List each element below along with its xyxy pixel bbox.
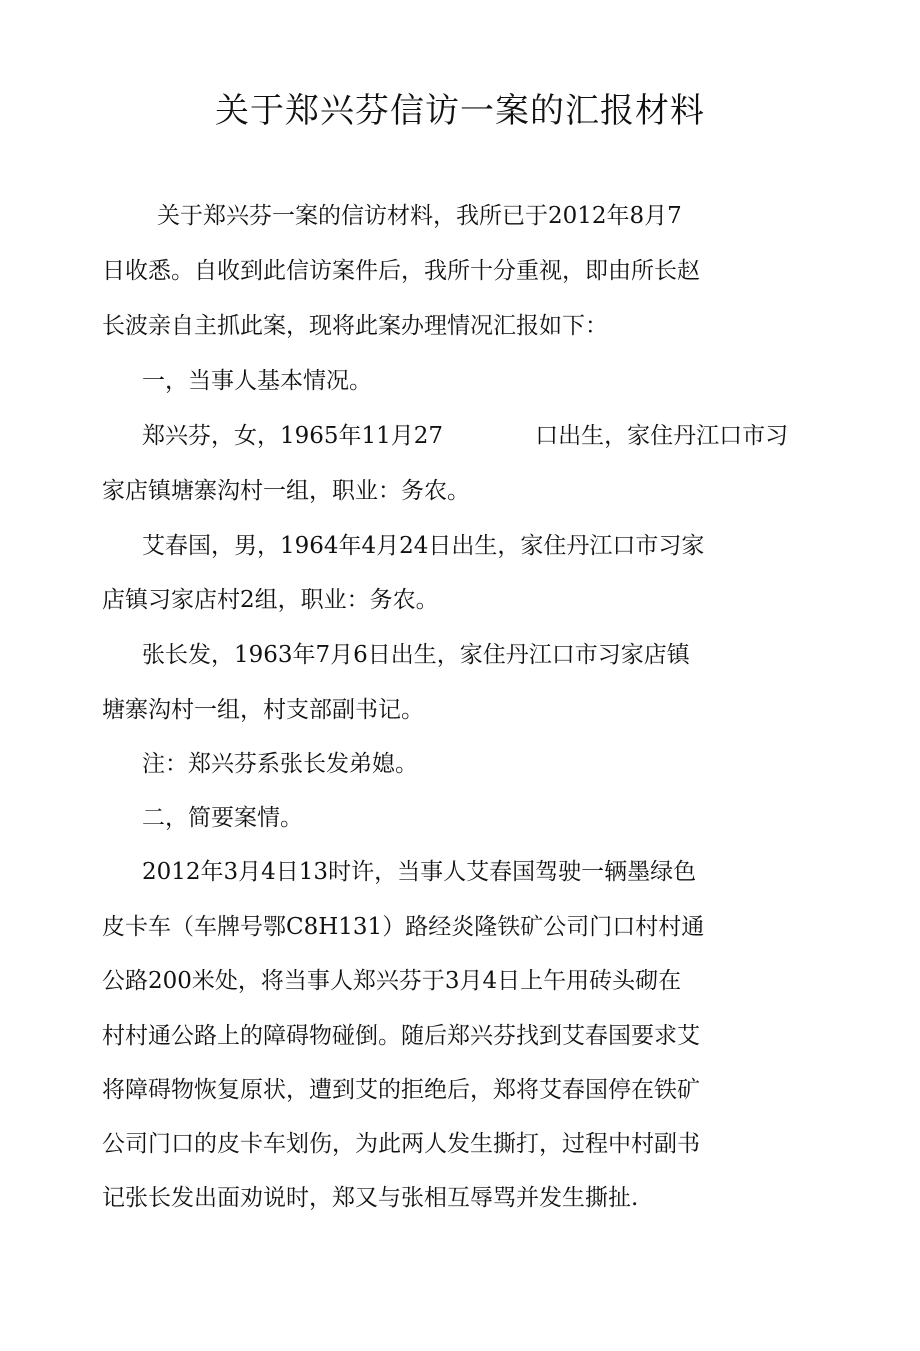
section-heading: 一，当事人基本情况。 xyxy=(142,368,372,394)
text-line: 村村通公路上的障碍物碰倒。随后郑兴芬找到艾春国要求艾 xyxy=(102,1023,700,1049)
text-line: 将障碍物恢复原状，遭到艾的拒绝后，郑将艾春国停在铁矿 xyxy=(102,1077,700,1103)
text-line: 皮卡车（车牌号鄂C8H131）路经炎隆铁矿公司门口村村通 xyxy=(102,914,705,940)
text-line: 家店镇塘寨沟村一组，职业：务农。 xyxy=(102,478,470,504)
text-line: 艾春国，男，1964年4月24日出生，家住丹江口市习家 xyxy=(142,533,705,559)
text-line: 日收悉。自收到此信访案件后，我所十分重视，即由所长赵 xyxy=(102,258,700,284)
text-line: 店镇习家店村2组，职业：务农。 xyxy=(102,587,439,613)
text-segment: 郑兴芬，女，1965年11月27 xyxy=(142,423,444,449)
text-line: 记张长发出面劝说时，郑又与张相互辱骂并发生撕扯. xyxy=(102,1185,639,1211)
text-line: 注：郑兴芬系张长发弟媳。 xyxy=(142,751,418,777)
text-line: 长波亲自主抓此案，现将此案办理情况汇报如下： xyxy=(102,313,608,339)
text-line: 张长发，1963年7月6日出生，家住丹江口市习家店镇 xyxy=(142,642,690,668)
text-line: 塘寨沟村一组，村支部副书记。 xyxy=(102,697,424,723)
text-line: 公司门口的皮卡车划伤，为此两人发生撕打，过程中村副书 xyxy=(102,1131,700,1157)
text-line: 2012年3月4日13时许，当事人艾春国驾驶一辆墨绿色 xyxy=(142,859,697,885)
document-title: 关于郑兴芬信访一案的汇报材料 xyxy=(215,91,705,131)
section-heading: 二，简要案情。 xyxy=(142,805,303,831)
text-line xyxy=(142,420,788,452)
text-line: 公路200米处，将当事人郑兴芬于3月4日上午用砖头砌在 xyxy=(102,968,682,994)
text-line: 关于郑兴芬一案的信访材料，我所已于2012年8月7 xyxy=(157,203,682,229)
text-segment: 口出生，家住丹江口市习 xyxy=(535,423,789,449)
